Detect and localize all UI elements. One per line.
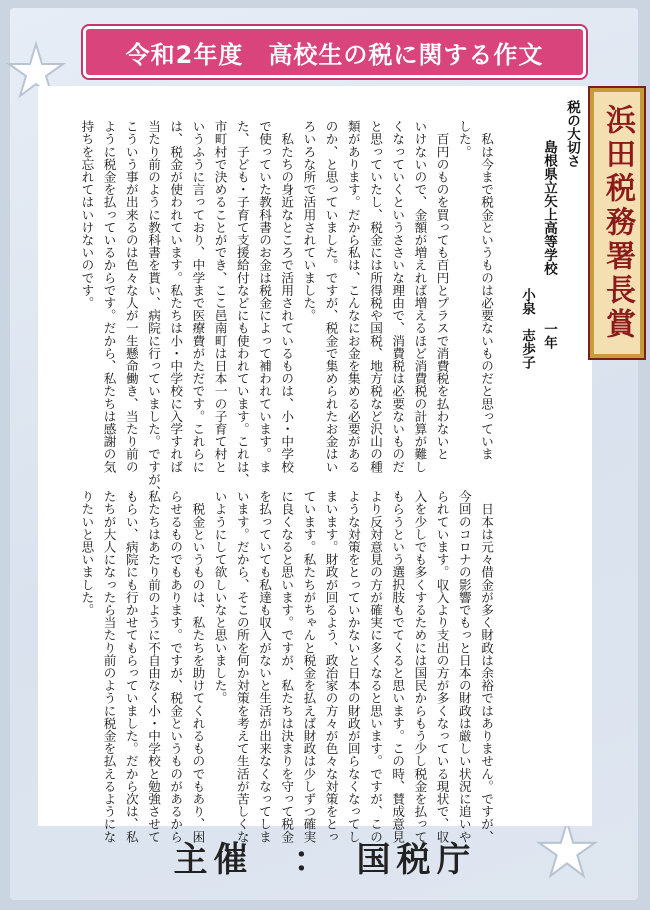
school-name: 島根県立矢上高等学校 (541, 140, 557, 275)
essay-line: と思っていたし、税金には所得税や国税、地方税など沢山の種 (368, 120, 383, 473)
essay-line: いけないので、金額が増えれば増えるほど消費税の計算が難し (412, 120, 428, 473)
essay-line: のか、と思っていました。ですが、税金で集められたお金はい (323, 120, 339, 473)
essay-line: た、子ども・子育て支援給付などにも使われています。これは、 (234, 120, 250, 486)
essay-line: で使っていた教科書のお金は税金によって補われています。ま (257, 120, 272, 473)
essay-line: より反対意見の方が確実に多くなると思います。ですが、この (368, 490, 383, 843)
essay-line: らせるものでもあります。ですが、税金というものがあるから (168, 490, 184, 843)
sponsor: 主催 ： 国税庁 (173, 840, 477, 880)
essay-line: 私たちはあたり前のように不自由なく小・中学校と勉強させて (146, 490, 161, 843)
essay-line: 市町村で決めることができ、ここ邑南町は日本一の子育て村と (212, 120, 228, 473)
essay-line: りたいと思いました。 (79, 490, 95, 616)
essay-line: 税金というものは、私たちを助けてくれるものでもあり、困 (190, 490, 206, 843)
essay-line: した。 (456, 120, 472, 158)
award-label (590, 88, 644, 358)
essay-line: ように税金を払っているからです。だから、私たちは感謝の気 (101, 120, 117, 473)
essay-line: 入を少しでも多くするためには国民からもう少し税金を払って (412, 490, 428, 843)
title-banner (83, 26, 586, 78)
essay-line: 今回のコロナの影響でもっと日本の財政は厳しい状況に追いや (456, 490, 472, 843)
essay-line: くなっていくというささいな理由で、消費税は必要ないものだ (390, 120, 406, 473)
essay-title: 税の大切さ (564, 100, 580, 168)
award-text: 浜田税務署長賞 (600, 104, 635, 342)
essay-line: 私は今まで税金というものは必要ないものだと思っていま (479, 120, 494, 461)
essay-line: ような対策をとっていかないと日本の財政が回らなくなってし (345, 490, 361, 843)
essay-line: たちが大人になったら当たり前のように税金を払えるようにな (101, 490, 117, 843)
essay-line: ろいろな所で活用されていました。 (301, 120, 317, 322)
essay-line: 持ちを忘れてはいけないのです。 (79, 120, 95, 309)
author-name: 小泉 志歩子 (519, 288, 535, 369)
page-title: 令和2年度 高校生の税に関する作文 (125, 40, 544, 69)
essay-line: 百円のものを買っても百円とプラスで消費税を払わないと (434, 120, 450, 461)
essay-line: を払っていても私達も収入がないと生活が出来なくなってしま (257, 490, 272, 843)
essay-line: られています。収入より支出の方が多くなっている現状で、収 (434, 490, 450, 843)
essay-line: 当たり前のように教科書を貰い、病院に行っていました。ですが、 (146, 120, 161, 498)
essay-line: もらうという選択肢もでてくると思います。この時、賛成意見 (390, 490, 406, 843)
essay-line: 日本は元々借金が多く財政は余裕ではありません。ですが、 (479, 490, 494, 843)
essay-line: 私たちの身近なところで活用されているものは、小・中学校 (279, 120, 295, 473)
grade: 一年 (541, 322, 557, 349)
essay-line: いうふうに言っており、中学まで医療費がただです。これらに (190, 120, 206, 473)
essay-line: に良くなると思います。ですが、私たちは決まりを守って税金 (279, 490, 295, 843)
essay-line: こういう事が出来るのは色々な人が一生懸命働き、当たり前の (123, 120, 139, 473)
essay-line: 類があります。だから私は、こんなにお金を集める必要がある (345, 120, 361, 473)
essay-line: は、税金が使われています。私たちは小・中学校に入学すれば (168, 120, 184, 473)
essay-line: います。だから、そこの所を何か対策を考えて生活が苦しくな (234, 490, 250, 843)
essay-line: いようにして欲しいなと思いました。 (212, 490, 228, 705)
essay-line: ています。私たちがちゃんと税金を払えば財政は少しずつ確実 (301, 490, 317, 843)
essay-line: もらい、病院にも行かせてもらっていました。だから次は、私 (123, 490, 139, 843)
essay-line: まいます。財政が回るよう、政治家の方々が色々な対策をとっ (323, 490, 339, 843)
